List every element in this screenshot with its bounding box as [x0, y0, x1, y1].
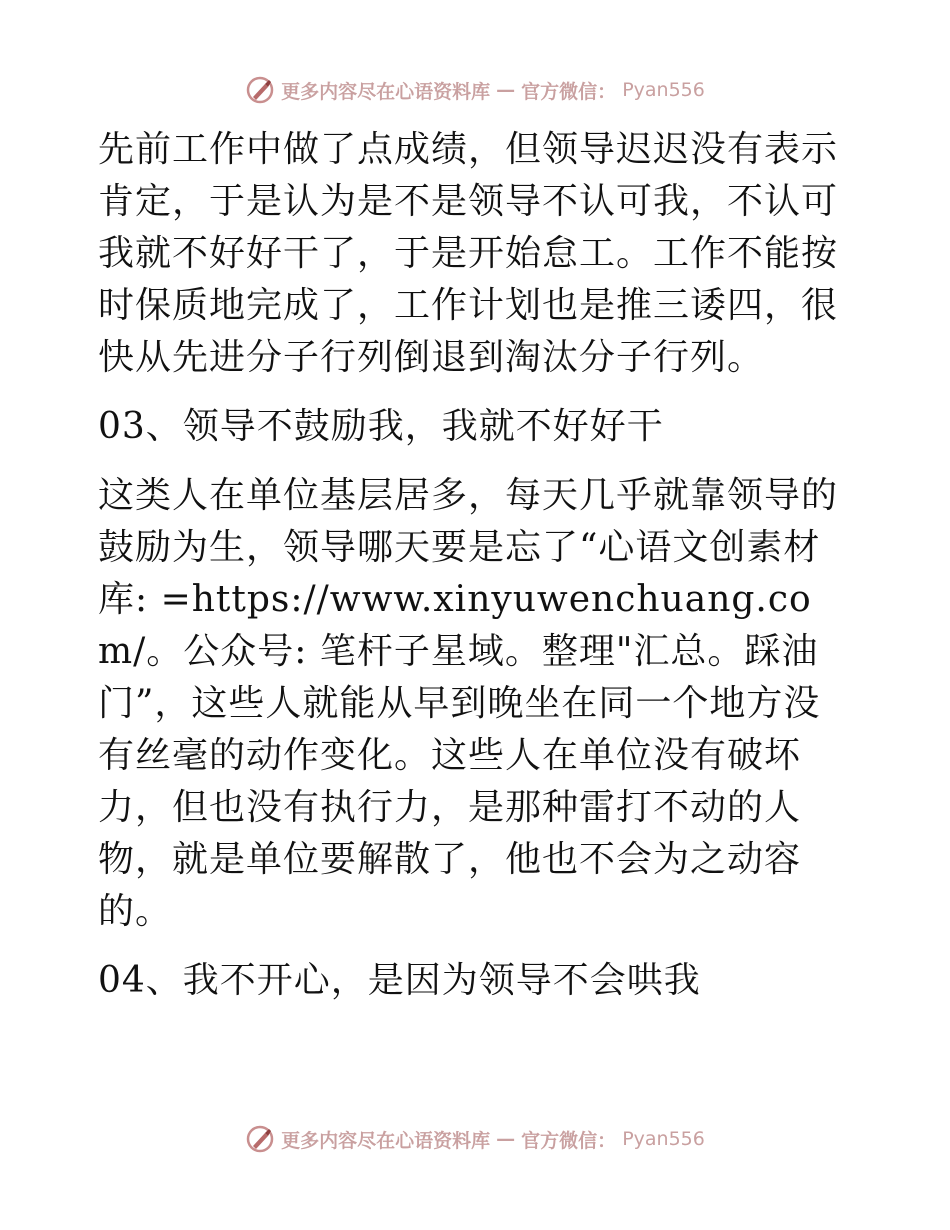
document-body	[98, 124, 853, 1007]
watermark-dash: —	[496, 1128, 516, 1150]
watermark-dash: —	[496, 79, 516, 101]
watermark-text: 更多内容尽在心语资料库	[281, 1129, 491, 1152]
watermark-contact-id: Pyan556	[622, 79, 705, 101]
section-heading-03: 03、领导不鼓励我，我就不好好干	[98, 406, 664, 447]
watermark-text: 更多内容尽在心语资料库	[281, 80, 491, 103]
watermark-contact-id: Pyan556	[622, 1128, 705, 1150]
header-watermark	[0, 73, 950, 107]
watermark-contact-label: 官方微信：	[521, 80, 617, 103]
pen-logo-icon	[245, 75, 275, 105]
footer-watermark	[0, 1122, 950, 1156]
watermark-contact-label: 官方微信：	[521, 1129, 617, 1152]
section-heading-04: 04、我不开心，是因为领导不会哄我	[98, 960, 701, 1001]
pen-logo-icon	[245, 1124, 275, 1154]
paragraph-1: 先前工作中做了点成绩，但领导迟迟没有表示肯定，于是认为是不是领导不认可我，不认可我就不好好干了，于是开始怠工。工作不能按时保质地完成了，工作计划也是推三诿四，很快从先进分子行列倒退到淘汰分子行列。	[98, 129, 839, 378]
paragraph-2: 这类人在单位基层居多，每天几乎就靠领导的鼓励为生，领导哪天要是忘了“心语文创素材库: =https://www.xinyuwenchuang.com/。公众号: 笔杆子星域。整理"汇总。踩油门”，这些人就能从早到晚坐在同一个地方没有丝毫的动作变化。这些人在单位没有破坏力，但也没有执行力，是那种雷打不动的人物，就是单位要解散了，他也不会为之动容的。	[98, 475, 839, 932]
